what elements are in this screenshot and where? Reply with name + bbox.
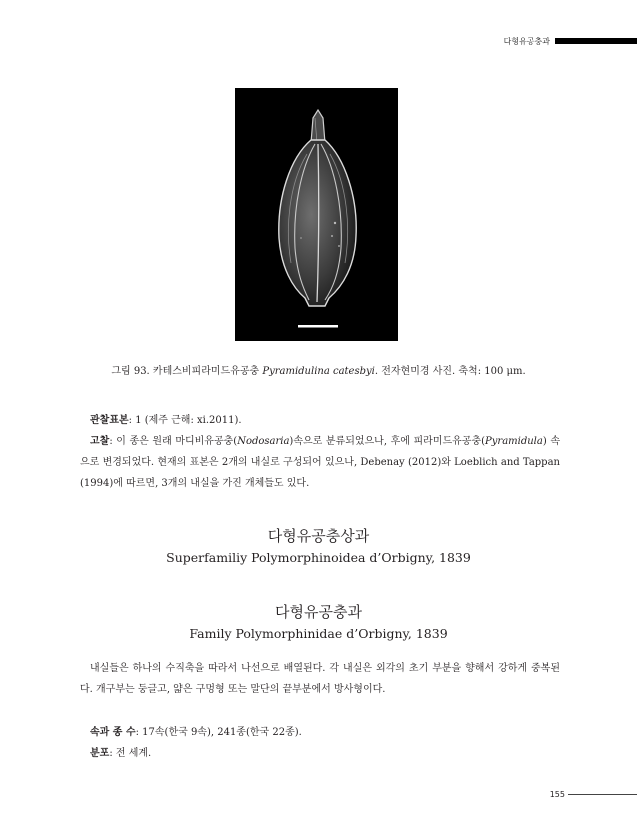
specimen-text: : 1 (제주 근해: xi.2011). [128, 415, 242, 426]
specimen-paragraph [80, 410, 560, 431]
distribution-paragraph [80, 743, 560, 764]
specimen-label: 관찰표본 [90, 415, 129, 426]
body-text [80, 410, 560, 494]
remarks-text-a: : 이 종은 원래 마디비유공충( [109, 436, 238, 447]
footer-rule [568, 794, 637, 795]
remarks-label: 고찰 [90, 436, 110, 447]
caption-species: Pyramidulina catesbyi [262, 366, 375, 377]
counts-text: : 17속(한국 9속), 241종(한국 22종). [135, 727, 302, 738]
page-number: 155 [549, 790, 565, 799]
remarks-genus-nodosaria: Nodosaria [237, 436, 290, 447]
family-heading [0, 603, 637, 643]
superfamily-heading [0, 527, 637, 567]
remarks-genus-pyramidula: Pyramidula [485, 436, 543, 447]
header-bar [555, 38, 637, 44]
superfamily-latin: Superfamiliy Polymorphinoidea d’Orbigny, 1839 [166, 550, 471, 565]
counts-paragraph [80, 722, 560, 743]
description-text: 내실들은 하나의 수직축을 따라서 나선으로 배열된다. 각 내실은 외각의 초기 부분을 향해서 강하게 중복된다. 개구부는 둥글고, 얇은 구멍형 또는 말단의 끝부분에서 방사형이다. [80, 663, 560, 695]
distribution-label: 분포 [90, 748, 110, 759]
family-korean: 다형유공충과 [275, 603, 362, 621]
superfamily-korean: 다형유공충상과 [267, 527, 370, 545]
remarks-paragraph [80, 431, 560, 494]
running-header: 다형유공충과 [503, 37, 550, 46]
remarks-text-b: )속으로 분류되었으나, 후에 피라미드유공충( [289, 436, 486, 447]
family-latin: Family Polymorphinidae d’Orbigny, 1839 [189, 626, 448, 641]
family-description [80, 658, 560, 700]
sem-photo [235, 88, 398, 341]
counts-label: 속과 종 수 [90, 727, 136, 738]
scale-bar [298, 325, 338, 328]
remarks-text-c: ) 속으로 변경되었다. 현재의 표본은 2개의 내실로 구성되어 있으나, Debenay (2012)와 Loeblich and Tappan (1994)에 따르면, 3개의 내실을 가진 개체들도 있다. [80, 436, 560, 489]
figure-caption [0, 362, 637, 377]
family-facts [80, 722, 560, 764]
caption-suffix: . 전자현미경 사진. 축척: 100 μm. [374, 366, 526, 377]
caption-prefix: 그림 93. 카테스비피라미드유공충 [111, 366, 263, 377]
distribution-text: : 전 세계. [109, 748, 152, 759]
foraminifera-specimen-image [235, 88, 398, 341]
